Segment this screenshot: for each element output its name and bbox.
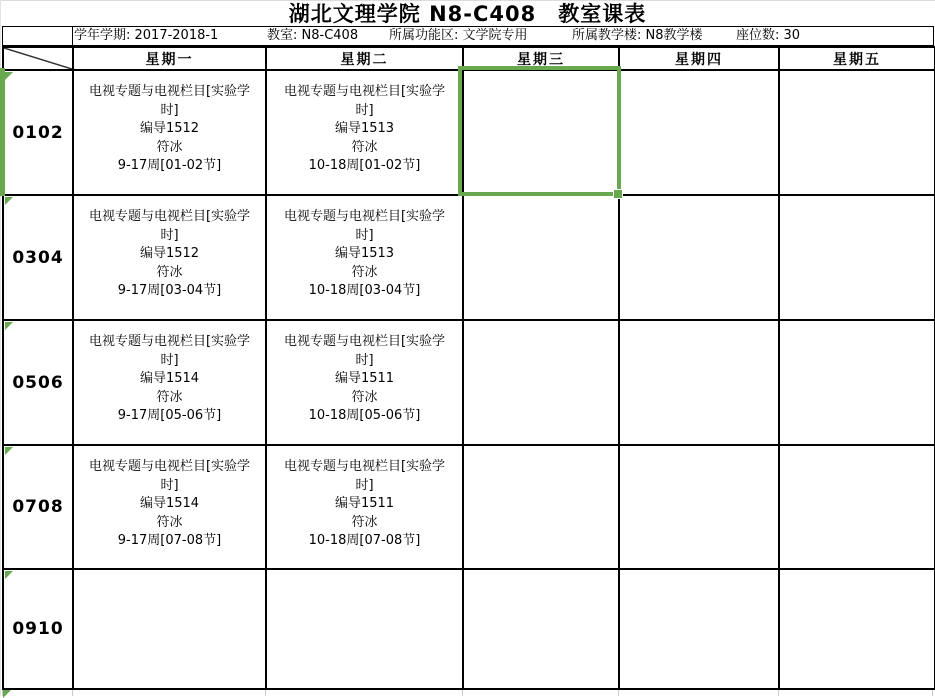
course-teacher: 符冰 (156, 264, 183, 280)
empty-cell-0102-day4[interactable] (620, 71, 780, 196)
empty-cell-0910-day4[interactable] (620, 570, 780, 690)
day-header-4[interactable]: 星期四 (620, 48, 780, 71)
gridline (932, 690, 933, 696)
period-header-0708[interactable]: 0708 (4, 446, 74, 570)
green-corner-triangle (5, 322, 13, 330)
empty-cell-0506-day5[interactable] (780, 321, 935, 446)
course-weeks: 10-18周[07-08节] (308, 533, 421, 548)
empty-cell-0304-day3[interactable] (464, 196, 620, 321)
course-cell-0102-day2[interactable] (267, 71, 464, 196)
course-teacher: 符冰 (351, 514, 378, 530)
course-class: 编导1511 (334, 371, 395, 386)
gridline (462, 690, 463, 696)
course-cell-0506-day2[interactable] (267, 321, 464, 446)
info-bar-empty-stub[interactable] (3, 27, 73, 45)
gridline (778, 690, 779, 696)
green-corner-triangle (3, 690, 11, 698)
course-weeks: 9-17周[05-06节] (117, 408, 222, 423)
day-header-5[interactable]: 星期五 (780, 48, 935, 71)
period-header-0102[interactable]: 0102 (4, 71, 74, 196)
diagonal-line (4, 48, 72, 69)
green-corner-triangle (5, 197, 13, 205)
gridline (618, 690, 619, 696)
schedule-table (2, 46, 935, 690)
course-weeks: 9-17周[01-02节] (117, 158, 222, 173)
empty-cell-0506-day4[interactable] (620, 321, 780, 446)
gridline (72, 690, 73, 696)
course-class: 编导1512 (139, 246, 200, 261)
gridline (265, 690, 266, 696)
info-seat-count[interactable]: 座位数: 30 (736, 28, 801, 43)
course-class: 编导1512 (139, 121, 200, 136)
course-cell-0708-day1[interactable] (74, 446, 267, 570)
empty-cell-0506-day3[interactable] (464, 321, 620, 446)
green-corner-triangle (5, 72, 13, 80)
period-header-0910[interactable]: 0910 (4, 570, 74, 690)
course-weeks: 9-17周[07-08节] (117, 533, 222, 548)
course-teacher: 符冰 (351, 139, 378, 155)
course-title: 电视专题与电视栏目[实验学时] (283, 459, 446, 493)
day-header-2[interactable]: 星期二 (267, 48, 464, 71)
course-teacher: 符冰 (351, 264, 378, 280)
info-function-zone[interactable]: 所属功能区: 文学院专用 (389, 28, 528, 43)
course-teacher: 符冰 (156, 139, 183, 155)
empty-cell-0102-day5[interactable] (780, 71, 935, 196)
empty-cell-0910-day2[interactable] (267, 570, 464, 690)
info-bar (2, 26, 934, 46)
row-0102-green-marker (0, 68, 5, 196)
course-title: 电视专题与电视栏目[实验学时] (88, 334, 251, 368)
empty-cell-0304-day5[interactable] (780, 196, 935, 321)
course-title: 电视专题与电视栏目[实验学时] (283, 334, 446, 368)
course-cell-0506-day1[interactable] (74, 321, 267, 446)
empty-cell-0708-day5[interactable] (780, 446, 935, 570)
course-title: 电视专题与电视栏目[实验学时] (88, 209, 251, 243)
empty-cell-0910-day5[interactable] (780, 570, 935, 690)
course-weeks: 9-17周[03-04节] (117, 283, 222, 298)
course-cell-0304-day1[interactable] (74, 196, 267, 321)
course-title: 电视专题与电视栏目[实验学时] (88, 84, 251, 118)
empty-cell-0708-day3[interactable] (464, 446, 620, 570)
course-teacher: 符冰 (156, 389, 183, 405)
empty-cell-0102-day3[interactable] (464, 71, 620, 196)
info-building[interactable]: 所属教学楼: N8教学楼 (572, 28, 703, 43)
green-corner-triangle (5, 447, 13, 455)
course-cell-0102-day1[interactable] (74, 71, 267, 196)
course-class: 编导1513 (334, 121, 395, 136)
course-class: 编导1514 (139, 371, 200, 386)
day-header-1[interactable]: 星期一 (74, 48, 267, 71)
course-class: 编导1514 (139, 496, 200, 511)
course-weeks: 10-18周[05-06节] (308, 408, 421, 423)
info-semester[interactable]: 学年学期: 2017-2018-1 (74, 28, 219, 43)
course-cell-0708-day2[interactable] (267, 446, 464, 570)
period-header-0304[interactable]: 0304 (4, 196, 74, 321)
course-weeks: 10-18周[01-02节] (308, 158, 421, 173)
course-cell-0304-day2[interactable] (267, 196, 464, 321)
corner-cell[interactable] (4, 48, 74, 71)
course-class: 编导1511 (334, 496, 395, 511)
empty-cell-0708-day4[interactable] (620, 446, 780, 570)
course-teacher: 符冰 (351, 389, 378, 405)
period-header-0506[interactable]: 0506 (4, 321, 74, 446)
empty-cell-0910-day3[interactable] (464, 570, 620, 690)
course-teacher: 符冰 (156, 514, 183, 530)
course-title: 电视专题与电视栏目[实验学时] (88, 459, 251, 493)
course-title: 电视专题与电视栏目[实验学时] (283, 209, 446, 243)
empty-cell-0304-day4[interactable] (620, 196, 780, 321)
course-weeks: 10-18周[03-04节] (308, 283, 421, 298)
course-class: 编导1513 (334, 246, 395, 261)
page-title: 湖北文理学院 N8-C408 教室课表 (288, 1, 647, 26)
empty-cell-0910-day1[interactable] (74, 570, 267, 690)
info-classroom[interactable]: 教室: N8-C408 (267, 28, 359, 43)
day-header-3[interactable]: 星期三 (464, 48, 620, 71)
selection-fill-handle[interactable] (613, 189, 623, 199)
green-corner-triangle (5, 571, 13, 579)
course-title: 电视专题与电视栏目[实验学时] (283, 84, 446, 118)
